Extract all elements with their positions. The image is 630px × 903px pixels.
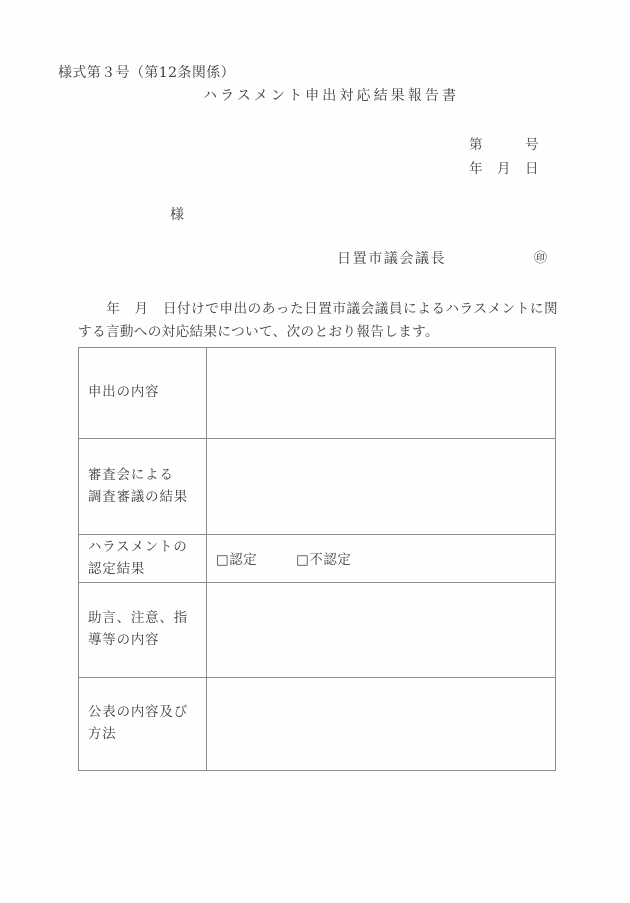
report-table <box>78 347 556 771</box>
label-line: 導等の内容 <box>88 633 160 648</box>
row-value-harassment-determination <box>207 535 556 583</box>
label-line: 公表の内容及び <box>88 705 189 720</box>
body-paragraph: 年 月 日付けで申出のあった日置市議会議員によるハラスメントに関する言動への対応結果について、次のとおり報告します。 <box>78 301 558 340</box>
row-label-disclosure-method <box>79 678 207 771</box>
row-label-committee-review <box>79 439 207 535</box>
seal-icon: ㊞ <box>534 251 548 266</box>
row-value-guidance-content[interactable] <box>207 583 556 678</box>
table-row <box>79 348 556 439</box>
document-number-field: 第 号 <box>469 137 539 153</box>
document-date-field: 年 月 日 <box>469 161 539 177</box>
table-row <box>79 583 556 678</box>
table-row <box>79 439 556 535</box>
label-line: 方法 <box>88 727 117 742</box>
table-row <box>79 535 556 583</box>
row-value-application-content[interactable] <box>207 348 556 439</box>
checkbox-not-recognized[interactable]: □不認定 <box>296 553 352 568</box>
row-value-committee-review[interactable] <box>207 439 556 535</box>
label-line: 調査審議の結果 <box>88 489 189 505</box>
row-label-harassment-determination <box>79 535 207 583</box>
label-line: 認定結果 <box>88 561 146 577</box>
table-row <box>79 678 556 771</box>
row-label-application-content <box>79 348 207 439</box>
label-line: 審査会による <box>88 467 174 483</box>
checkbox-recognized[interactable]: □認定 <box>216 553 258 568</box>
label-line: 申出の内容 <box>88 385 160 400</box>
issuer-name: 日置市議会議長 <box>337 251 447 267</box>
row-value-disclosure-method[interactable] <box>207 678 556 771</box>
addressee-honorific: 様 <box>170 207 184 223</box>
form-number: 様式第３号（第12条関係） <box>58 65 236 81</box>
document-title: ハラスメント申出対応結果報告書 <box>203 88 460 104</box>
row-label-guidance-content <box>79 583 207 678</box>
label-line: ハラスメントの <box>88 539 188 555</box>
label-line: 助言、注意、指 <box>88 611 189 626</box>
